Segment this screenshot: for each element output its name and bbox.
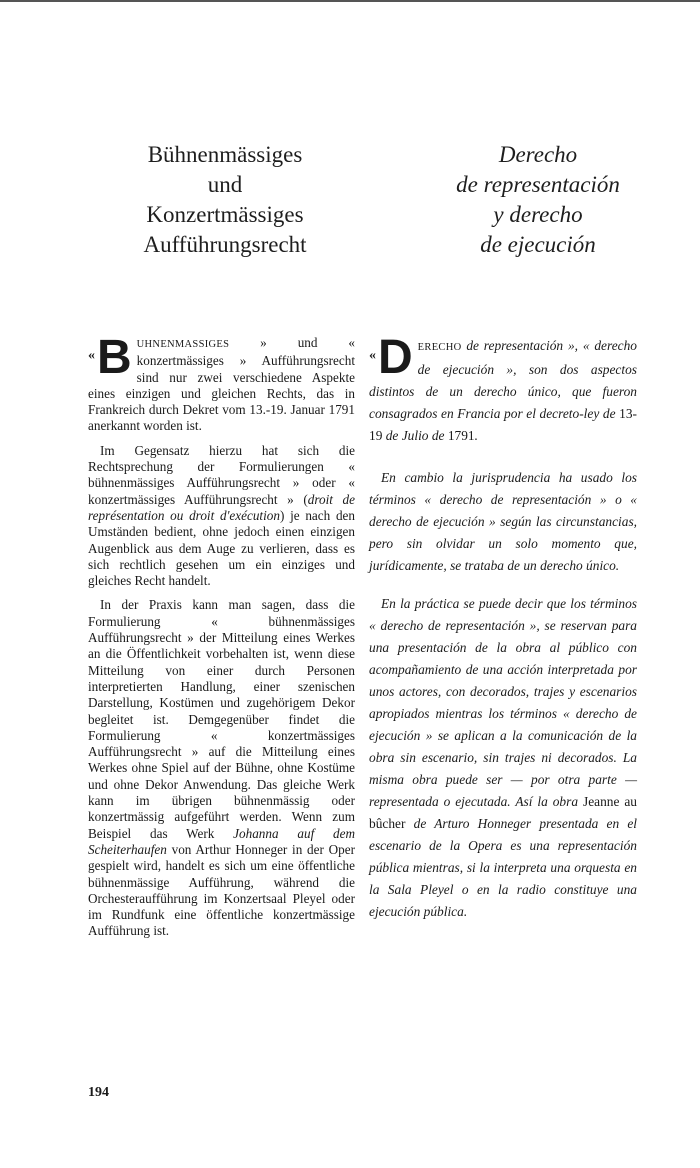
german-paragraph-2-text-b: ) je nach den Umständen bedient, ohne jedoch einen einzigen Augenblick aus dem Auge zu verlieren, dass es sich rechtlich gesehen um ein einziges und gleiches Recht handelt. xyxy=(88,507,355,589)
title-german-line-4: Aufführungsrecht xyxy=(143,232,307,257)
german-paragraph-3 xyxy=(88,597,355,939)
german-small-caps: UHNENMASSIGES xyxy=(136,339,230,350)
german-paragraph-3-text-b: von Arthur Honneger in der Oper gespielt wird, handelt es sich um eine öffentliche bühnenmässige Aufführung, während die Orchesteraufführung im Konzertsaal Pleyel oder im Rundfunk eine öffentliche konzertmässige Aufführung ist. xyxy=(88,841,355,939)
german-drop-cap-letter: B xyxy=(97,331,131,384)
spanish-paragraph-1-text-b: de Julio de xyxy=(382,428,448,443)
title-spanish-line-4: de ejecución xyxy=(480,232,596,257)
title-german-line-3: Konzertmässiges xyxy=(146,202,304,227)
german-column xyxy=(88,331,355,948)
title-spanish xyxy=(388,140,688,260)
title-spanish-line-1: Derecho xyxy=(498,142,578,167)
german-paragraph-2-italic: droit de représentation ou droit d'exécution xyxy=(88,491,355,523)
title-german-line-2: und xyxy=(207,172,243,197)
spanish-column xyxy=(369,331,637,939)
spanish-paragraph-1 xyxy=(369,331,637,447)
spanish-small-caps: ERECHO xyxy=(417,342,462,353)
german-paragraph-3-italic: Johanna auf dem Scheiterhaufen xyxy=(88,825,355,857)
spanish-paragraph-2: En cambio la jurisprudencia ha usado los términos « derecho de representación » o « derecho de ejecución » según las circunstancias, pero sin olvidar un solo momento que, jurídicamente, se trataba de un derecho único. xyxy=(369,470,637,573)
german-paragraph-2-text-a: Im Gegensatz hierzu hat sich die Rechtsprechung der Formulierungen « bühnenmässiges Aufführungsrecht » oder « konzertmässiges Aufführungsrecht » ( xyxy=(88,442,355,507)
spanish-paragraph-1-end: . xyxy=(474,428,478,443)
spanish-paragraph-1-date: 13-19 xyxy=(369,406,637,443)
top-rule xyxy=(0,0,700,2)
spanish-paragraph-3-text-b: de Arturo Honneger presentada en el escenario de la Opera es una representación pública mientras, si la interpreta una orquesta en la Sala Pleyel o en la radio constituye una ejecución pública. xyxy=(369,816,637,919)
spanish-drop-cap xyxy=(369,331,412,384)
spanish-paragraph-1-year: 1791 xyxy=(447,428,475,443)
german-paragraph-2 xyxy=(88,443,355,590)
german-drop-cap-quote: « xyxy=(88,348,95,363)
title-german-line-1: Bühnenmässiges xyxy=(147,142,303,167)
german-paragraph-3-text-a: In der Praxis kann man sagen, dass die Formulierung « bühnenmässiges Aufführungsrecht » der Mitteilung eines Werkes an die Öffentlichkeit vorbehalten ist, wenn diese Mitteilung von einer durch Personen interpretierten Handlung, einer szenischen Darstellung, Kostümen und zugehörigem Dekor begleitet ist. Demgegenüber findet die Formulierung « konzertmässiges Aufführungsrecht » auf die Mitteilung eines Werkes ohne Spiel auf der Bühne, ohne Kostüme und ohne Dekor Anwendung. Das gleiche Werk kann im übrigen bühnenmässig oder konzertmässig aufgeführt werden. Wenn zum Beispiel das Werk xyxy=(88,597,355,841)
spanish-paragraph-1-text-a: de representación », « derecho de ejecución », son dos aspectos distintos de un derecho único, que fueron consagrados en Francia por el decreto-ley de xyxy=(369,338,637,421)
spanish-drop-cap-quote: « xyxy=(369,348,376,363)
title-spanish-line-3: y derecho xyxy=(493,202,583,227)
spanish-paragraph-3-upright: Jeanne au bûcher xyxy=(369,794,637,831)
spanish-paragraph-3 xyxy=(369,593,637,923)
title-german xyxy=(100,140,350,260)
title-spanish-line-2: de representación xyxy=(456,172,620,197)
german-paragraph-1 xyxy=(88,331,355,435)
spanish-drop-cap-letter: D xyxy=(378,331,412,384)
page-number: 194 xyxy=(88,1085,109,1100)
german-drop-cap xyxy=(88,331,131,384)
german-paragraph-1-text: » und « konzertmässiges » Aufführungsrecht sind nur zwei verschiedene Aspekte eines einzigen und gleichen Rechts, das in Frankreich durch Dekret vom 13.-19. Januar 1791 anerkannt worden ist. xyxy=(88,335,355,434)
spanish-paragraph-3-text-a: En la práctica se puede decir que los términos « derecho de representación », se reservan para una presentación de la obra al público con acompañamiento de una acción interpretada por unos actores, con decorados, trajes y escenarios apropiados mientras los términos « derecho de ejecución » se aplican a la comunicación de la obra sin escenario, sin trajes ni decorados. La misma obra puede ser — por otra parte — representada o ejecutada. Así la obra xyxy=(369,596,637,809)
